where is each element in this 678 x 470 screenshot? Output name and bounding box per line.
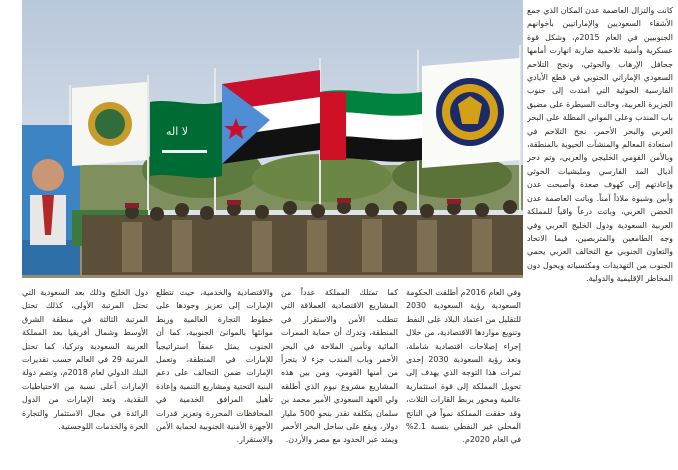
article-column-bottom-2: [281, 286, 398, 466]
article-column-bottom-4: [22, 286, 148, 466]
article-paragraph: كانت والتزال العاصمة عدن المكان الذي جمع الأشقاء السعوديين والإماراتيين بأخوانهم الجنوبيين في العام 2015م، وشكل قوة عسكرية وأمنية تلاحمية ضاربة انهارت أمامها جحافل الإرهاب والحوثي، ونجح التلاحم السعودي الإماراتي الجنوبي في قطع الأيادي الفارسية الحوثية التي امتدت إلى جنوب الجزيرة العربية، وحالت السيطرة على مضيق باب المندب وعلى المواني المطلة على البحر العربي والبحر الأحمر، نجح التلاحم في استعادة المعالم والمنشآت الحيوية بالمنطقة، وبالأمن القومي الخليجي والعربي، وتم دحر أذيال المد الفارسي ومليشيات الحوثي وإعادتهم إلى كهوف صعدة وأصبحت عدن وأبين وشبوة ملاذاً آمناً. وباتت العاصمة عدن الحضن العربي، وباتت درعاً واقياً للمملكة العربية السعودية ودول الخليج العربي وفي وجه الطامعين والمتربصين، فيما الاتحاد والتعاون الجنوبي مع التحالف العربي يحمي الجنوب من التهديدات ومكتسباته ويحول دون المخاطر الإقليمية والدولية.: [527, 6, 673, 284]
svg-text:لا اله: لا اله: [166, 125, 189, 138]
uae-flag: [320, 90, 422, 161]
portrait-banner: [22, 125, 80, 275]
article-paragraph: كما تمتلك المملكة عدداً من المشاريع الاقتصادية العملاقة التي تتطلب الأمن والاستقرار في المنطقة، وتدرك أن حماية الممرات المائية وتأمين الملاحة في البحر الأحمر وباب المندب جزء لا يتجزأ من أمنها القومي، ومن بين هذه المشاريع مشروع نيوم الذي أطلقه ولي العهد السعودي الأمير محمد بن سلمان بتكلفة تقدر بنحو 500 مليار دولار، ويقع على ساحل البحر الأحمر ويمتد عبر الحدود مع مصر والأردن.: [281, 288, 398, 445]
saudi-flag: [150, 101, 222, 178]
emblem-flag-right: [422, 58, 520, 168]
article-paragraph: والاقتصادية والخدمية، حيث تتطلع الإمارات إلى تعزيز وجودها على خطوط التجارة العالمية وربط موانئها بالموانئ الجنوبية، كما أن الجنوب يمثل عمقاً استراتيجياً للإمارات في المنطقة، وتعمل الإمارات ضمن التحالف على دعم البنية التحتية ومشاريع التنمية وإعادة تأهيل المرافق الخدمية في المحافظات المحررة وتعزيز قدرات الأجهزة الأمنية الجنوبية لحماية الأمن والاستقرار.: [156, 288, 273, 445]
article-paragraph: وفي العام 2016م أطلقت الحكومة السعودية رؤية السعودية 2030 للتقليل من اعتماد البلاد على النفط وتنويع مواردها الاقتصادية، من خلال إجراء إصلاحات اقتصادية شاملة، وتعد رؤية السعودية 2030 إحدى ثمرات هذا التوجه الذي يهدف إلى تحويل المملكة إلى قوة استثمارية عالمية ومحور يربط القارات الثلاث، وقد حققت المملكة نمواً في الناتج المحلي غير النفطي بنسبة 2.1% في العام 2020م.: [406, 288, 521, 445]
article-column-bottom-1: [406, 286, 521, 466]
article-column-bottom-3: [156, 286, 273, 466]
article-paragraph: دول الخليج وذلك بعد السعودية التي تحتل المرتبة الأولى، كذلك تحتل المرتبة الثالثة في منطقة الشرق الأوسط وشمال أفريقيا بعد المملكة العربية السعودية وتركيا، كما تحتل المرتبة 29 في العالم حسب تقديرات البنك الدولي لعام 2018م، وتضم دولة الإمارات أعلى نسبة من الاحتياطيات النقدية، وتعد الإمارات من الدول الرائدة في مجال الاستثمار والتجارة الحرة والخدمات اللوجستية.: [22, 288, 148, 432]
ceremony-photo: [22, 0, 523, 278]
article-column-right: [527, 4, 673, 466]
south-arabia-flag: [222, 70, 320, 164]
